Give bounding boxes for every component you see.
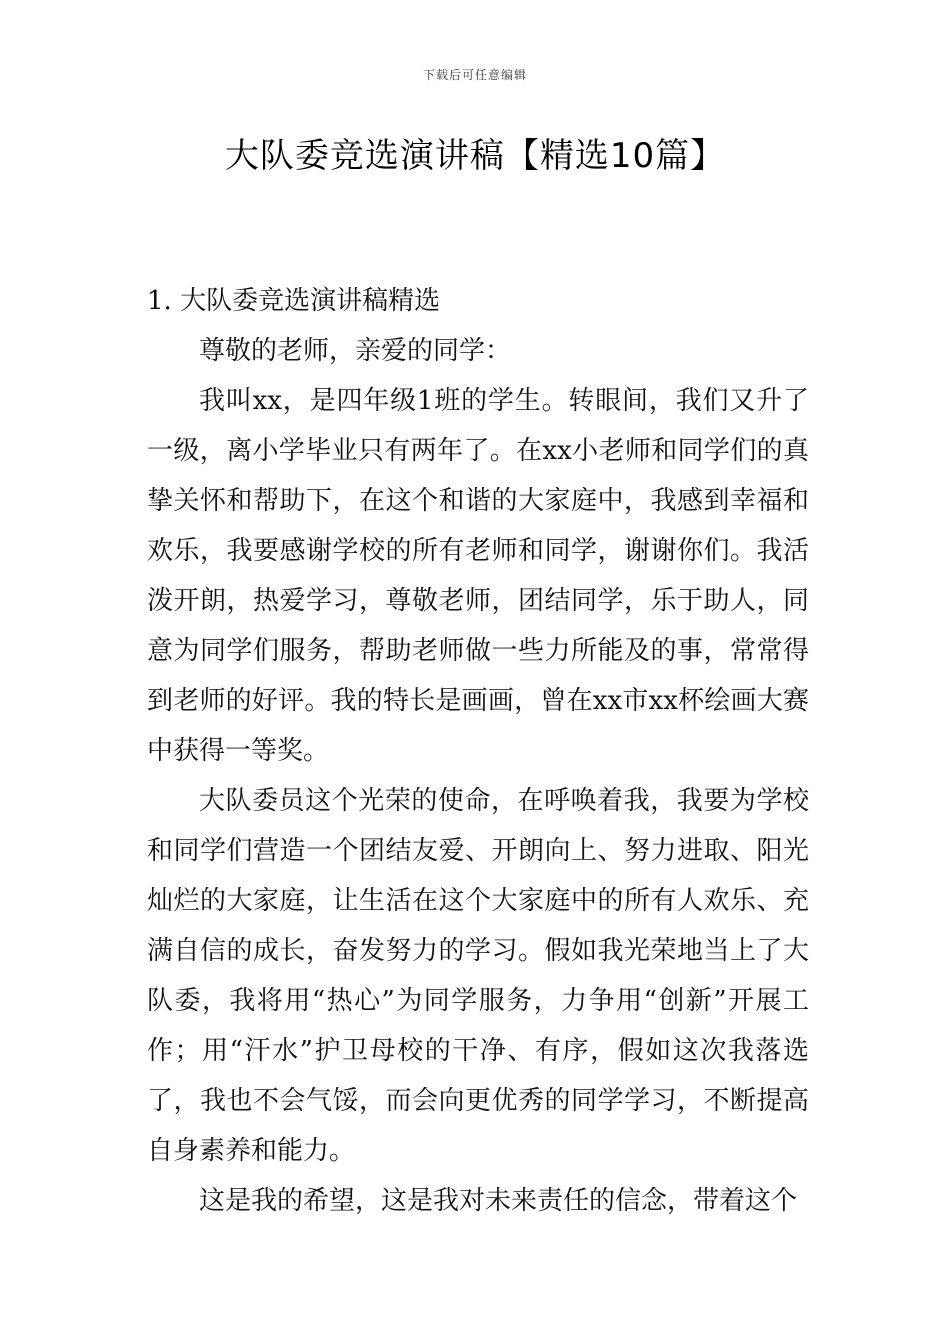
document-title: 大队委竞选演讲稿【精选10篇】 xyxy=(224,136,726,176)
greeting-line: 尊敬的老师，亲爱的同学： xyxy=(199,336,512,366)
section-heading: 1. 大队委竞选演讲稿精选 xyxy=(147,286,441,316)
body-paragraph-1: 我叫xx，是四年级1班的学生。转眼间，我们又升了一级，离小学毕业只有两年了。在xx小老师和同学们的真挚关怀和帮助下，在这个和谐的大家庭中，我感到幸福和欢乐，我要感谢学校的所有老师和同学，谢谢你们。我活泼开朗，热爱学习，尊敬老师，团结同学，乐于助人，同意为同学们服务，帮助老师做一些力所能及的事，常常得到老师的好评。我的特长是画画，曾在xx市xx杯绘画大赛中获得一等奖。 xyxy=(147,386,809,766)
page-header-note: 下载后可任意编辑 xyxy=(422,68,527,82)
body-paragraph-3: 这是我的希望，这是我对未来责任的信念，带着这个 xyxy=(199,1186,798,1216)
document-body xyxy=(147,276,809,1226)
body-paragraph-2: 大队委员这个光荣的使命，在呼唤着我，我要为学校和同学们营造一个团结友爱、开朗向上、努力进取、阳光灿烂的大家庭，让生活在这个大家庭中的所有人欢乐、充满自信的成长，奋发努力的学习。假如我光荣地当上了大队委，我将用“热心”为同学服务，力争用“创新”开展工作；用“汗水”护卫母校的干净、有序，假如这次我落选了，我也不会气馁，而会向更优秀的同学学习，不断提高自身素养和能力。 xyxy=(147,786,809,1166)
